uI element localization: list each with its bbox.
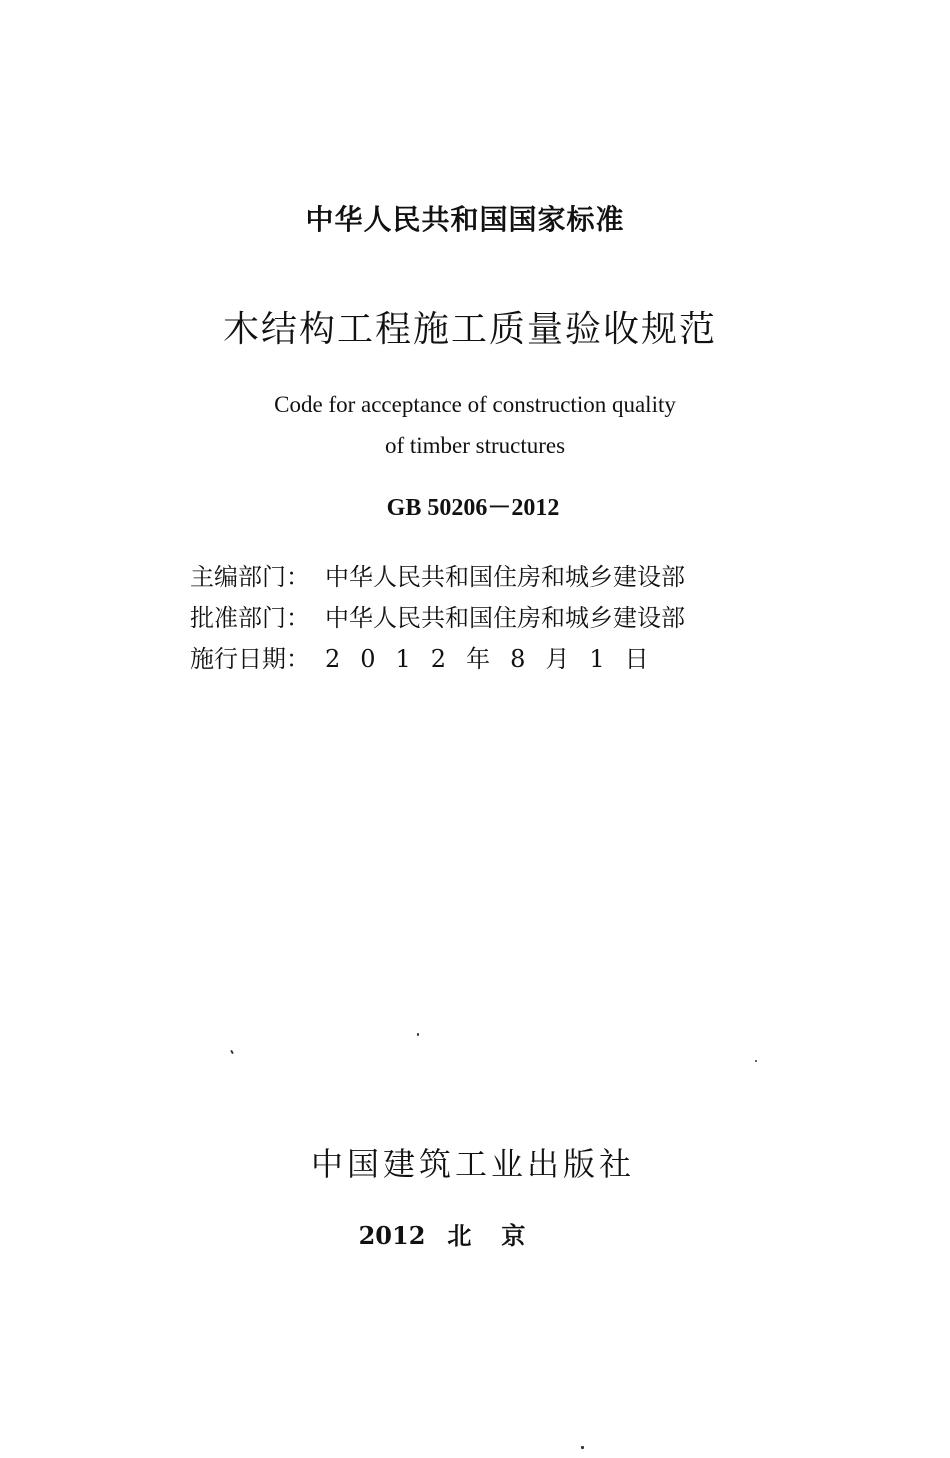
standard-code: GB 50206－2012 [386, 495, 560, 521]
publication-year: 2012 [358, 1221, 426, 1250]
info-value: 中华人民共和国住房和城乡建设部 [325, 563, 685, 591]
title-english [0, 384, 950, 466]
info-row-approver [190, 598, 750, 639]
info-row-effective-date [190, 639, 750, 680]
title-english-line-2: of timber structures [384, 433, 566, 458]
title-english-line-1: Code for acceptance of construction quality [274, 392, 676, 417]
info-value: 中华人民共和国住房和城乡建设部 [325, 604, 685, 632]
standard-series-heading: 中华人民共和国国家标准 [305, 203, 625, 236]
scan-speck [755, 1060, 757, 1062]
scan-speck [230, 1050, 234, 1054]
info-label: 施行日期： [190, 645, 310, 673]
publication-year-place [0, 1218, 932, 1254]
info-value: 2012年8月1日 [325, 645, 669, 673]
info-label: 主编部门： [190, 563, 310, 591]
publication-city: 北京 [447, 1221, 556, 1250]
scan-speck [417, 1033, 419, 1036]
scan-speck [581, 1446, 584, 1449]
title-chinese: 木结构工程施工质量验收规范 [222, 309, 717, 350]
info-label: 批准部门： [190, 604, 310, 632]
publisher-name: 中国建筑工业出版社 [310, 1145, 635, 1183]
info-row-editor [190, 557, 750, 598]
info-block [190, 557, 750, 680]
